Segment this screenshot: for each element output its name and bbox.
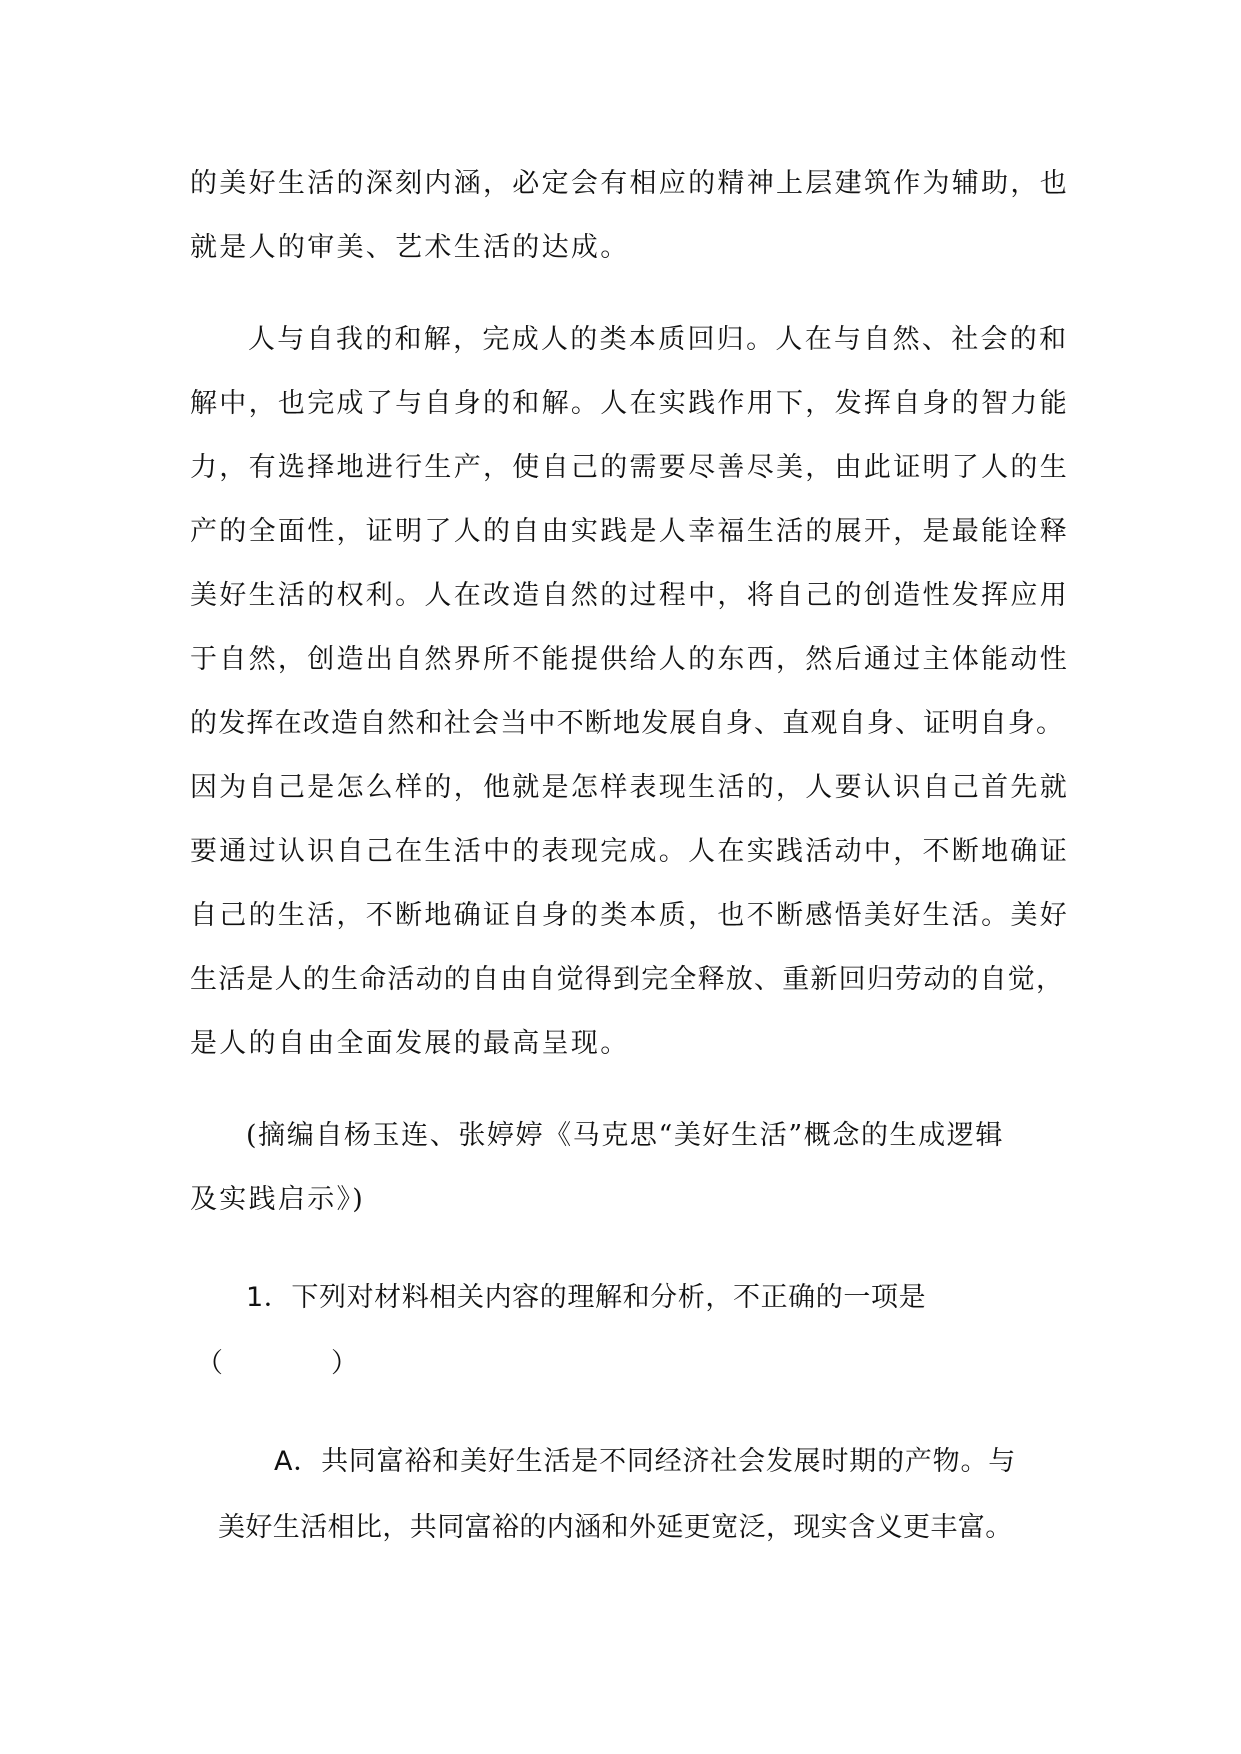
- paragraph-2-line: 自己的生活，不断地确证自身的类本质，也不断感悟美好生活。美好: [190, 900, 1069, 931]
- paragraph-2-line: 于自然，创造出自然界所不能提供给人的东西，然后通过主体能动性: [190, 644, 1069, 675]
- option-a-line: A．共同富裕和美好生活是不同经济社会发展时期的产物。与: [274, 1446, 1017, 1477]
- paragraph-1-line: 的美好生活的深刻内涵，必定会有相应的精神上层建筑作为辅助，也: [190, 168, 1069, 199]
- paragraph-2-line: 美好生活的权利。人在改造自然的过程中，将自己的创造性发挥应用: [190, 580, 1069, 611]
- question-1-stem: 1．下列对材料相关内容的理解和分析，不正确的一项是: [246, 1282, 927, 1313]
- paragraph-2-line: 要通过认识自己在生活中的表现完成。人在实践活动中，不断地确证: [190, 836, 1069, 867]
- paragraph-2-line: 是人的自由全面发展的最高呈现。: [190, 1028, 630, 1059]
- paragraph-2-line: 力，有选择地进行生产，使自己的需要尽善尽美，由此证明了人的生: [190, 452, 1069, 483]
- source-note-line: 及实践启示》): [190, 1184, 366, 1215]
- paragraph-2-line: 产的全面性，证明了人的自由实践是人幸福生活的展开，是最能诠释: [190, 516, 1069, 547]
- option-a-line: 美好生活相比，共同富裕的内涵和外延更宽泛，现实含义更丰富。: [218, 1512, 1013, 1543]
- paragraph-2-line: 人与自我的和解，完成人的类本质回归。人在与自然、社会的和: [248, 324, 1069, 355]
- paragraph-2-line: 因为自己是怎么样的，他就是怎样表现生活的，人要认识自己首先就: [190, 772, 1069, 803]
- paragraph-2-line: 生活是人的生命活动的自由自觉得到完全释放、重新回归劳动的自觉，: [190, 964, 1065, 995]
- paragraph-1-line: 就是人的审美、艺术生活的达成。: [190, 232, 630, 263]
- paragraph-2-line: 的发挥在改造自然和社会当中不断地发展自身、直观自身、证明自身。: [190, 708, 1065, 739]
- paragraph-2-line: 解中，也完成了与自身的和解。人在实践作用下，发挥自身的智力能: [190, 388, 1069, 419]
- source-note-line: (摘编自杨玉连、张婷婷《马克思“美好生活”概念的生成逻辑: [246, 1120, 1004, 1151]
- answer-blank: （ ）: [196, 1348, 358, 1379]
